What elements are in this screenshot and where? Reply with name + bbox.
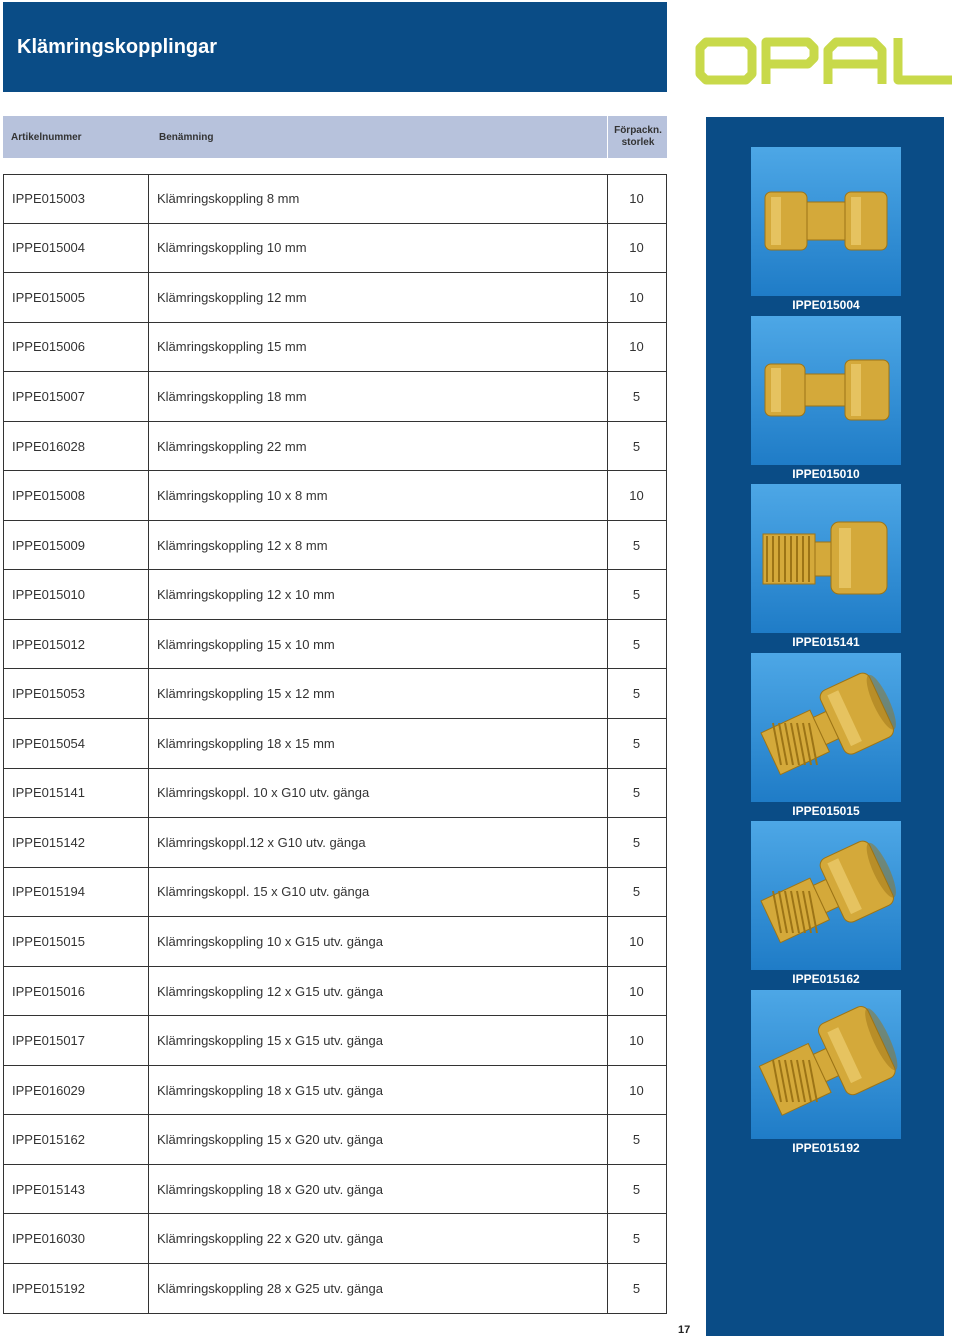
cell-pack: 10 bbox=[607, 224, 665, 273]
cell-pack: 5 bbox=[607, 1115, 665, 1164]
cell-article: IPPE015162 bbox=[12, 1132, 86, 1148]
cell-article: IPPE015004 bbox=[12, 240, 86, 256]
cell-name: Klämringskoppling 15 x G15 utv. gänga bbox=[148, 1016, 606, 1065]
product-photo bbox=[751, 147, 901, 296]
cell-article: IPPE015015 bbox=[12, 933, 86, 949]
cell-name: Klämringskoppling 18 x 15 mm bbox=[148, 719, 606, 768]
cell-article: IPPE015016 bbox=[12, 983, 86, 999]
cell-article: IPPE015054 bbox=[12, 735, 86, 751]
cell-pack: 10 bbox=[607, 967, 665, 1016]
table-row bbox=[3, 818, 667, 868]
cell-name: Klämringskoppling 10 mm bbox=[148, 224, 606, 273]
cell-name: Klämringskoppling 28 x G25 utv. gänga bbox=[148, 1264, 606, 1313]
table-row bbox=[3, 1115, 667, 1165]
cell-name: Klämringskoppling 8 mm bbox=[148, 175, 606, 223]
table-row bbox=[3, 917, 667, 967]
product-photo bbox=[751, 484, 901, 633]
table-row bbox=[3, 719, 667, 769]
table-row bbox=[3, 1066, 667, 1116]
table-row bbox=[3, 769, 667, 819]
product-photo-panel bbox=[706, 117, 944, 1336]
cell-name: Klämringskoppling 12 x 10 mm bbox=[148, 570, 606, 619]
cell-name: Klämringskoppling 22 mm bbox=[148, 422, 606, 471]
table-row bbox=[3, 422, 667, 472]
product-photo bbox=[751, 316, 901, 465]
cell-name: Klämringskoppling 18 mm bbox=[148, 372, 606, 421]
cell-pack: 5 bbox=[607, 521, 665, 570]
table-row bbox=[3, 521, 667, 571]
cell-name: Klämringskoppling 22 x G20 utv. gänga bbox=[148, 1214, 606, 1263]
cell-article: IPPE015009 bbox=[12, 537, 86, 553]
product-photo bbox=[751, 990, 901, 1139]
cell-pack: 5 bbox=[607, 1264, 665, 1313]
cell-name: Klämringskoppl. 15 x G10 utv. gänga bbox=[148, 868, 606, 917]
product-photo bbox=[751, 653, 901, 802]
opal-logo bbox=[694, 36, 956, 86]
cell-article: IPPE015003 bbox=[12, 191, 86, 207]
cell-pack: 10 bbox=[607, 471, 665, 520]
cell-pack: 10 bbox=[607, 175, 665, 223]
cell-name: Klämringskoppl. 10 x G10 utv. gänga bbox=[148, 769, 606, 818]
cell-article: IPPE015006 bbox=[12, 339, 86, 355]
table-row bbox=[3, 1016, 667, 1066]
cell-pack: 10 bbox=[607, 917, 665, 966]
fitting-icon bbox=[751, 147, 901, 296]
title-banner bbox=[3, 2, 667, 92]
header-name: Benämning bbox=[159, 131, 214, 143]
product-photo-label: IPPE015162 bbox=[792, 972, 860, 986]
product-photo-label: IPPE015015 bbox=[792, 803, 860, 818]
cell-name: Klämringskoppling 18 x G20 utv. gänga bbox=[148, 1165, 606, 1214]
product-photo bbox=[751, 821, 901, 970]
table-header bbox=[3, 116, 667, 158]
cell-article: IPPE015053 bbox=[12, 686, 86, 702]
cell-pack: 5 bbox=[607, 868, 665, 917]
product-photo-label: IPPE015141 bbox=[792, 635, 860, 649]
fitting-icon bbox=[751, 316, 901, 465]
table-row bbox=[3, 570, 667, 620]
fitting-icon bbox=[751, 653, 901, 802]
fitting-icon bbox=[751, 484, 901, 633]
cell-article: IPPE016029 bbox=[12, 1082, 86, 1098]
cell-article: IPPE015008 bbox=[12, 488, 86, 504]
cell-name: Klämringskoppling 15 x 12 mm bbox=[148, 669, 606, 718]
cell-name: Klämringskoppling 12 x G15 utv. gänga bbox=[148, 967, 606, 1016]
cell-pack: 5 bbox=[607, 818, 665, 867]
cell-article: IPPE015143 bbox=[12, 1181, 86, 1197]
cell-name: Klämringskoppling 15 x G20 utv. gänga bbox=[148, 1115, 606, 1164]
cell-article: IPPE015005 bbox=[12, 289, 86, 305]
cell-pack: 5 bbox=[607, 769, 665, 818]
cell-article: IPPE015194 bbox=[12, 884, 86, 900]
table-row bbox=[3, 174, 667, 224]
product-photo-label: IPPE015010 bbox=[792, 466, 860, 481]
cell-pack: 10 bbox=[607, 1066, 665, 1115]
cell-article: IPPE016028 bbox=[12, 438, 86, 454]
page-number: 17 bbox=[678, 1324, 691, 1336]
table-row bbox=[3, 372, 667, 422]
table-row bbox=[3, 669, 667, 719]
table-row bbox=[3, 1165, 667, 1215]
product-table bbox=[3, 174, 667, 1314]
cell-pack: 5 bbox=[607, 719, 665, 768]
opal-logo-mark bbox=[694, 36, 956, 86]
cell-name: Klämringskoppling 18 x G15 utv. gänga bbox=[148, 1066, 606, 1115]
cell-name: Klämringskoppling 10 x G15 utv. gänga bbox=[148, 917, 606, 966]
cell-name: Klämringskoppling 15 mm bbox=[148, 323, 606, 372]
cell-article: IPPE016030 bbox=[12, 1231, 86, 1247]
cell-pack: 10 bbox=[607, 1016, 665, 1065]
product-photo-label: IPPE015192 bbox=[792, 1140, 860, 1155]
cell-pack: 5 bbox=[607, 620, 665, 669]
cell-pack: 5 bbox=[607, 669, 665, 718]
header-pack-line2: storlek bbox=[621, 137, 655, 148]
cell-name: Klämringskoppling 10 x 8 mm bbox=[148, 471, 606, 520]
table-row bbox=[3, 471, 667, 521]
table-row bbox=[3, 620, 667, 670]
header-pack-line1: Förpackn. bbox=[614, 125, 662, 136]
product-photo-label: IPPE015004 bbox=[792, 298, 860, 312]
header-pack bbox=[607, 116, 668, 158]
fitting-icon bbox=[751, 821, 901, 970]
table-row bbox=[3, 1264, 667, 1314]
cell-article: IPPE015192 bbox=[12, 1280, 86, 1296]
table-row bbox=[3, 323, 667, 373]
cell-article: IPPE015007 bbox=[12, 388, 86, 404]
cell-article: IPPE015142 bbox=[12, 834, 86, 850]
table-row bbox=[3, 273, 667, 323]
page-title: Klämringskopplingar bbox=[17, 36, 218, 58]
cell-pack: 10 bbox=[607, 323, 665, 372]
cell-article: IPPE015141 bbox=[12, 785, 86, 801]
table-row bbox=[3, 1214, 667, 1264]
cell-pack: 5 bbox=[607, 1214, 665, 1263]
cell-pack: 5 bbox=[607, 1165, 665, 1214]
table-row bbox=[3, 224, 667, 274]
table-row bbox=[3, 868, 667, 918]
cell-name: Klämringskoppling 12 mm bbox=[148, 273, 606, 322]
cell-pack: 5 bbox=[607, 422, 665, 471]
table-row bbox=[3, 967, 667, 1017]
cell-article: IPPE015010 bbox=[12, 587, 86, 603]
cell-name: Klämringskoppling 12 x 8 mm bbox=[148, 521, 606, 570]
cell-pack: 5 bbox=[607, 570, 665, 619]
header-article: Artikelnummer bbox=[11, 131, 82, 143]
cell-pack: 10 bbox=[607, 273, 665, 322]
cell-name: Klämringskoppling 15 x 10 mm bbox=[148, 620, 606, 669]
cell-article: IPPE015012 bbox=[12, 636, 86, 652]
fitting-icon bbox=[751, 990, 901, 1139]
cell-pack: 5 bbox=[607, 372, 665, 421]
cell-name: Klämringskoppl.12 x G10 utv. gänga bbox=[148, 818, 606, 867]
cell-article: IPPE015017 bbox=[12, 1033, 86, 1049]
